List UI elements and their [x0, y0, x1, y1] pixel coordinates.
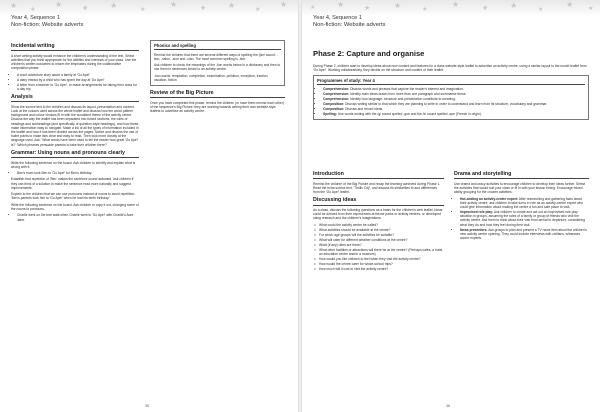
- section-heading: Phonics and spelling: [154, 43, 281, 50]
- checklist-item: □ What could the activity centre be called?: [319, 223, 444, 227]
- list-item-text: Identify how language, structure and presentation contribute to meaning.: [349, 97, 456, 102]
- section-heading: Grammar: Using nouns and pronouns clearly: [11, 150, 139, 158]
- paragraph: Remind the children of the Big Picture and recap the learning achieved during Phase 1. Read the extra source text, 'Thrills City', and discuss its similarities to and differences from the 'Go Ape!' leaflet.: [313, 181, 441, 195]
- star-icon: ★: [200, 5, 207, 12]
- list-item: [323, 112, 585, 116]
- list-item: [323, 87, 585, 91]
- paragraph: Once you have completed this phase, remind the children (or have them remind each other) of the sequence's Big Picture: they are working towards writing their own website-style leaflets to advertise an activity centre.: [150, 100, 284, 114]
- list-item: [323, 92, 585, 96]
- bullet-list: [11, 213, 139, 221]
- list-item: [460, 210, 589, 227]
- bullet-list: [11, 171, 139, 175]
- bullet-list: [454, 197, 589, 241]
- list-item: [323, 102, 585, 106]
- star-icon: ★: [10, 1, 18, 10]
- paragraph: Remind the children that there are several different ways of spelling the /ʃən/ sound: -tion, -ssion, -sion and -cian. The most common spelling is -tion.: [154, 52, 278, 61]
- list-item: • A short adventure story about a family at 'Go Ape!': [17, 73, 139, 77]
- star-banner: [0, 0, 298, 16]
- header-year: Year 4, Sequence 1: [313, 15, 362, 21]
- list-item-term: Comprehension:: [323, 92, 350, 97]
- section-heading: Drama and storytelling: [454, 171, 589, 179]
- list-item-text: Use words ending with the /g/ sound spelled -gue and the /k/ sound spelled -que (French in origin).: [336, 112, 482, 117]
- star-icon: ★: [566, 0, 574, 9]
- star-icon: ★: [364, 5, 371, 12]
- list-item-text: Ask groups to plan and present a TV news item about the children's new activity centre opening. They could include interviews with civilians, witnesses and/or experts.: [460, 227, 587, 240]
- list-item-text: Discuss words and phrases that capture the reader's interest and imagination.: [349, 87, 464, 92]
- phase-title: Phase 2: Capture and organise: [313, 49, 425, 58]
- paragraph: Use drama and oracy activities to encourage children to develop their ideas further. Select the activities that would suit your class or fit in with your lesson timing. Encourage mixed-ability grouping for the chosen activities.: [454, 181, 586, 195]
- paragraph: Show the source text to the children and discuss its layout, presentation and content. Look at the colours used across the whole leaflet and discuss how the wood pattern background and colour choices fit in with the woodland theme of the activity centre. Discuss the way the leaflet has been separated into boxed sections, the roles of headings and subheadings (and specifically of question-style headings), and how these make information easy to navigate. Make a list of all the types of information included in the leaflet and how it has been divided across the pages. Notice and discuss the use of bullet points to make lists clear and easy to read. Then look more closely at the language used. Ask: 'What words have been used to tell the reader how great 'Go Ape!' is?' 'Which phrases persuade parents to take their children there?': [11, 104, 139, 147]
- star-icon: ★: [538, 7, 544, 13]
- page-header: [313, 15, 385, 29]
- checklist-item: □ How would you like children to feel when they visit the activity centre?: [319, 257, 444, 261]
- paragraph: Establish that repetition of 'Ben' makes the sentence sound awkward. Ask children if they can think of a solution to make the sentence read more naturally and suggest improvements.: [11, 177, 134, 190]
- checklist-item: □ What activities should be available at the centre?: [319, 228, 444, 232]
- bullet-list: [11, 73, 139, 91]
- left-column: [11, 40, 139, 224]
- paragraph: Ask children to check the meanings of the -tion words below in a dictionary and then to use them in sentences linked to an activity centre.: [154, 63, 281, 72]
- list-item: [460, 228, 589, 241]
- section-heading: Programmes of study: Year 4: [317, 78, 585, 85]
- list-item-term: Composition:: [323, 107, 345, 112]
- right-column: [150, 40, 285, 116]
- header-unit: Non-fiction: Website adverts: [313, 22, 386, 28]
- list-item-term: Improvised role play:: [460, 209, 494, 214]
- header-year: Year 4, Sequence 1: [11, 15, 60, 21]
- page-number: 35: [145, 404, 149, 408]
- right-column: [454, 168, 589, 242]
- list-item-text: Discuss and record ideas.: [344, 107, 384, 112]
- paragraph: As a class, discuss the following questions as a basis for the children's web leaflet. Ideas could be derived from their experiences at theme parks or activity centres, or developed using research and the children's imaginations.: [313, 208, 443, 221]
- checklist-item: □ What (if any) rides are there?: [319, 243, 444, 247]
- list-item: • A diary extract by a child who has spent the day at 'Go Ape!': [17, 78, 139, 82]
- paragraph: Write the following sentence on the board. Ask children to copy it out, changing some of the nouns to pronouns.: [11, 202, 139, 211]
- section-heading: Analysis: [11, 94, 139, 102]
- star-icon: ★: [82, 5, 89, 12]
- list-item: • A letter from a teacher to 'Go Ape!', to make arrangements for taking their class for a day trip: [17, 83, 139, 91]
- section-heading: Discussing ideas: [313, 197, 444, 205]
- star-icon: ★: [30, 7, 36, 13]
- star-banner: [302, 0, 600, 16]
- list-item-term: Hot-seating an activity-centre expert:: [460, 196, 519, 201]
- page-header: [11, 15, 83, 29]
- list-item: • Charlie went on the tree walk when Charlie went to 'Go Ape!' with Charlie's Aunt Jane.: [17, 213, 139, 221]
- list-item: • Ben's mum took Ben to 'Go Ape!' for Ben's birthday.: [17, 171, 139, 175]
- list-item-text: After researching and gathering facts about their activity centre, ask children to take turns in role as an activity-centre expert who could give information about making the centre a fun and safe place to visit.: [460, 196, 584, 209]
- star-icon: ★: [394, 1, 402, 10]
- list-item-text: Ask children to create and act out an improvised role play situation in groups, assuming the roles of a family or group of friends who visit the activity centre. Ask them to think about their visit from arrival to departure, considering what they do and how they feel during their visit.: [460, 209, 585, 227]
- star-icon: ★: [482, 5, 489, 12]
- checkbox-list: [313, 223, 444, 271]
- left-column: [313, 168, 444, 273]
- star-icon: ★: [228, 1, 236, 10]
- star-icon: ★: [588, 6, 594, 12]
- list-item-text: Discuss writing similar to that which they are planning to write in order to understand and learn from its structure, vocabulary and grammar.: [344, 102, 548, 107]
- list-item-term: Spelling:: [323, 112, 337, 117]
- paragraph: -tion words: temptation, completion, examination, pollution, exception, fraction, vacation, fiction: [154, 73, 269, 82]
- list-item-term: News presenters:: [460, 227, 488, 232]
- phonics-box: [150, 40, 285, 86]
- star-icon: ★: [140, 7, 146, 13]
- section-heading: Introduction: [313, 171, 444, 179]
- list-item-term: Composition:: [323, 102, 345, 107]
- bullet-list: [317, 87, 585, 116]
- checklist-item: □ For which age groups will the activities be suitable?: [319, 233, 444, 237]
- checklist-item: □ What other facilities or attractions will there be at the centre? (Perhaps cafés, a hotel, an education centre and/or a museum): [319, 248, 444, 256]
- star-icon: ★: [255, 7, 261, 13]
- programmes-box: [313, 75, 589, 121]
- section-heading: Review of the Big Picture: [150, 90, 285, 98]
- star-icon: ★: [310, 5, 316, 11]
- list-item: [323, 107, 585, 111]
- star-icon: ★: [110, 1, 118, 10]
- paragraph: Explain to the children that we can use pronouns instead of nouns to avoid repetition: 'Ben's parents took him to 'Go Ape!' when he had his tenth birthday.': [11, 192, 136, 201]
- paragraph: A short writing activity would enhance the children's understanding of the text. Select activities that you think appropriate for the abilities and interests of your class. Use the children's written outcomes to inform the emphases during the collaborative composition phase.: [11, 53, 137, 71]
- star-icon: ★: [170, 0, 178, 9]
- star-icon: ★: [452, 0, 460, 9]
- list-item: [323, 97, 585, 101]
- star-icon: ★: [55, 0, 63, 9]
- star-icon: ★: [510, 1, 518, 10]
- paragraph: Write the following sentence on the board. Ask children to identify and explain what is wrong with it.: [11, 160, 136, 169]
- section-heading: Incidental writing: [11, 43, 139, 51]
- list-item-term: Comprehension:: [323, 97, 350, 102]
- header-unit: Non-fiction: Website adverts: [11, 22, 84, 28]
- star-icon: ★: [337, 0, 345, 9]
- checklist-item: □ How would the centre cater for whole-school trips?: [319, 262, 444, 266]
- list-item-term: Comprehension:: [323, 87, 350, 92]
- checklist-item: □ What will cater for different weather conditions at the centre?: [319, 238, 444, 242]
- intro-block: [313, 64, 589, 124]
- list-item: [460, 197, 589, 210]
- checklist-item: □ How much will it cost to visit the activity centre?: [319, 267, 444, 271]
- paragraph: During Phase 2, children start to develop ideas about new content and features for a class website-style leaflet to advertise an activity centre, using a similar layout to the model leaflet from 'Go Ape!'. Working collaboratively, they decide on the structure and content of their leaflet.: [313, 64, 587, 73]
- star-icon: ★: [280, 0, 288, 9]
- left-page: [0, 0, 298, 412]
- right-page: [302, 0, 600, 412]
- list-item-text: Identify main ideas drawn from more than one paragraph and summarise these.: [349, 92, 467, 97]
- page-number: 36: [446, 404, 450, 408]
- star-icon: ★: [422, 7, 428, 13]
